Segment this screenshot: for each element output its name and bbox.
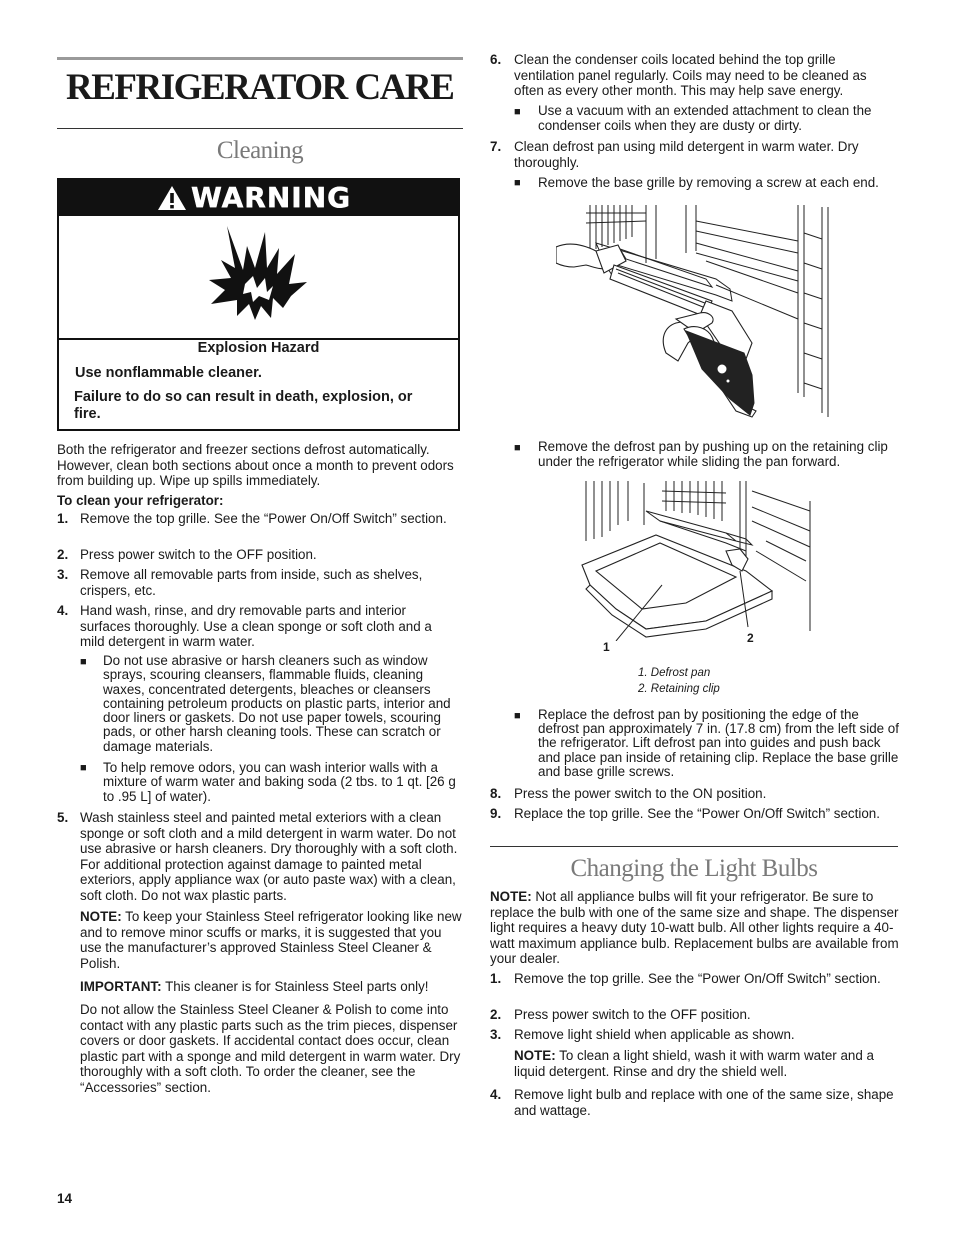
bullet-marker: ■ <box>514 177 521 189</box>
step-text: Remove the top grille. See the “Power On/Off Switch” section. <box>80 511 447 526</box>
step-text: Wash stainless steel and painted metal exteriors with a clean sponge or soft cloth and a mild detergent in warm water. Do not use abrasive or harsh cleaners. Dry thoroughly with a soft cloth. For additional protection against damage to painted metal exteriors, apply appliance wax (or auto paste wax) with a clean, soft cloth. Do not wax plastic parts. <box>80 810 458 903</box>
figure-caption: 2. Retaining clip <box>638 683 720 695</box>
note-text: To keep your Stainless Steel refrigerator looking like new and to remove minor scuffs or marks, it is suggested that you use the manufacturer’s approved Stainless Steel Cleaner & Polish. <box>80 909 462 971</box>
step-number: 7. <box>490 139 502 154</box>
step-number: 5. <box>57 810 69 825</box>
step-text: Clean defrost pan using mild detergent in warm water. Dry thoroughly. <box>514 139 859 170</box>
step-text: Remove light bulb and replace with one of the same size, shape and wattage. <box>514 1087 894 1118</box>
alert-triangle-icon <box>157 185 187 211</box>
note-label: NOTE: <box>490 889 532 904</box>
figure-caption: 1. Defrost pan <box>638 667 711 679</box>
step-text: Clean the condenser coils located behind the top grille ventilation panel regularly. Coils may need to be cleaned as often as every other month. This may help save energy. <box>514 52 867 99</box>
base-grille-removal-illustration <box>556 203 832 425</box>
bullet-marker: ■ <box>514 710 521 722</box>
bullet-text: To help remove odors, you can wash interior walls with a mixture of warm water and baking soda (2 tbs. to 1 qt. [26 g to .95 L] of water). <box>103 760 456 804</box>
step-number: 9. <box>490 806 502 821</box>
bullet-text: Do not use abrasive or harsh cleaners such as window sprays, scouring cleansers, flammable fluids, cleaning waxes, concentrated detergents, bleaches or cleansers containing petroleum products on plastic parts, interior and door liners or gaskets. Do not use paper towels, scouring pads, or other harsh cleaning tools. These can scratch or damage materials. <box>103 653 451 754</box>
explosion-icon <box>207 224 311 324</box>
warning-symbol-area <box>59 216 458 340</box>
bullet-text: Remove the defrost pan by pushing up on the retaining clip under the refrigerator while sliding the pan forward. <box>538 439 888 469</box>
warning-header <box>59 180 458 216</box>
bullet-marker: ■ <box>80 656 87 668</box>
step-text: Press power switch to the OFF position. <box>514 1007 751 1022</box>
cleaning-subhead: To clean your refrigerator: <box>57 493 224 508</box>
step-text: Remove light shield when applicable as shown. <box>514 1027 795 1042</box>
warning-instruction: Use nonflammable cleaner. <box>75 365 262 381</box>
warning-hazard-title: Explosion Hazard <box>197 340 320 356</box>
bullet-marker: ■ <box>514 442 521 454</box>
bullet-text: Use a vacuum with an extended attachment to clean the condenser coils when they are dusty or dirty. <box>538 103 872 133</box>
section-title-bulbs: Changing the Light Bulbs <box>570 855 818 882</box>
bullet-marker: ■ <box>80 762 87 774</box>
step-text: Press power switch to the OFF position. <box>80 547 317 562</box>
warning-word: WARNING <box>191 181 352 214</box>
bulbs-note <box>490 889 900 967</box>
important-note <box>80 979 462 995</box>
cleaning-intro: Both the refrigerator and freezer sections defrost automatically. However, clean both sections about once a month to prevent odors from building up. Wipe up spills immediately. <box>57 442 454 489</box>
step-number: 6. <box>490 52 502 67</box>
section-title-cleaning: Cleaning <box>216 137 304 164</box>
section-rule <box>490 846 898 847</box>
step-text: Replace the top grille. See the “Power On/Off Switch” section. <box>514 806 880 821</box>
note-text: To clean a light shield, wash it with warm water and a liquid detergent. Rinse and dry the shield well. <box>514 1048 874 1079</box>
step-text: Remove all removable parts from inside, such as shelves, crispers, etc. <box>80 567 423 598</box>
note-text: Not all appliance bulbs will fit your refrigerator. Be sure to replace the bulb with one of the same size and shape. The dispenser light requires a heavy duty 10-watt bulb. All other lights require a 40-watt maximum appliance bulb. Replacement bulbs are available from your dealer. <box>490 889 899 967</box>
step-number: 3. <box>57 567 69 582</box>
note-label: NOTE: <box>514 1048 556 1063</box>
page-number: 14 <box>57 1191 73 1206</box>
step-number: 2. <box>490 1007 502 1022</box>
bullet-text: Replace the defrost pan by positioning the edge of the defrost pan approximately 7 in. (17.8 cm) from the left side of the refrigerator. Lift defrost pan into guides and push back and place pan inside of retaining clip. Replace the base grille and base grille screws. <box>538 707 899 779</box>
warning-consequence: Failure to do so can result in death, explosion, or fire. <box>74 389 413 422</box>
figure-callout: 1 <box>603 640 610 654</box>
step-number: 4. <box>490 1087 502 1102</box>
step-text: Remove the top grille. See the “Power On/Off Switch” section. <box>514 971 881 986</box>
plastic-contact-paragraph: Do not allow the Stainless Steel Cleaner & Polish to come into contact with any plastic parts such as the trim pieces, dispenser covers or door gaskets. If accidental contact does occur, clean plastic part with a sponge and mild detergent in warm water. Dry thoroughly with a soft cloth. To order the cleaner, see the “Accessories” section. <box>80 1002 461 1095</box>
top-rule <box>57 57 463 60</box>
step-text: Hand wash, rinse, and dry removable parts and interior surfaces thoroughly. Use a clean sponge or soft cloth and a mild detergent in warm water. <box>80 603 432 650</box>
note-label: NOTE: <box>80 909 122 924</box>
warning-box <box>57 178 460 431</box>
step-number: 1. <box>490 971 502 986</box>
important-label: IMPORTANT: <box>80 979 162 994</box>
figure-callout: 2 <box>747 631 754 645</box>
title-rule <box>57 128 463 129</box>
step-number: 1. <box>57 511 69 526</box>
step-number: 2. <box>57 547 69 562</box>
step-text: Press the power switch to the ON position. <box>514 786 767 801</box>
step-number: 3. <box>490 1027 502 1042</box>
light-shield-note <box>514 1048 900 1079</box>
step-number: 4. <box>57 603 69 618</box>
important-text: This cleaner is for Stainless Steel parts only! <box>165 979 429 994</box>
bullet-marker: ■ <box>514 106 521 118</box>
defrost-pan-illustration <box>576 481 816 641</box>
page-title: REFRIGERATOR CARE <box>66 67 454 108</box>
stainless-note <box>80 909 462 971</box>
bullet-text: Remove the base grille by removing a screw at each end. <box>538 175 879 190</box>
step-number: 8. <box>490 786 502 801</box>
